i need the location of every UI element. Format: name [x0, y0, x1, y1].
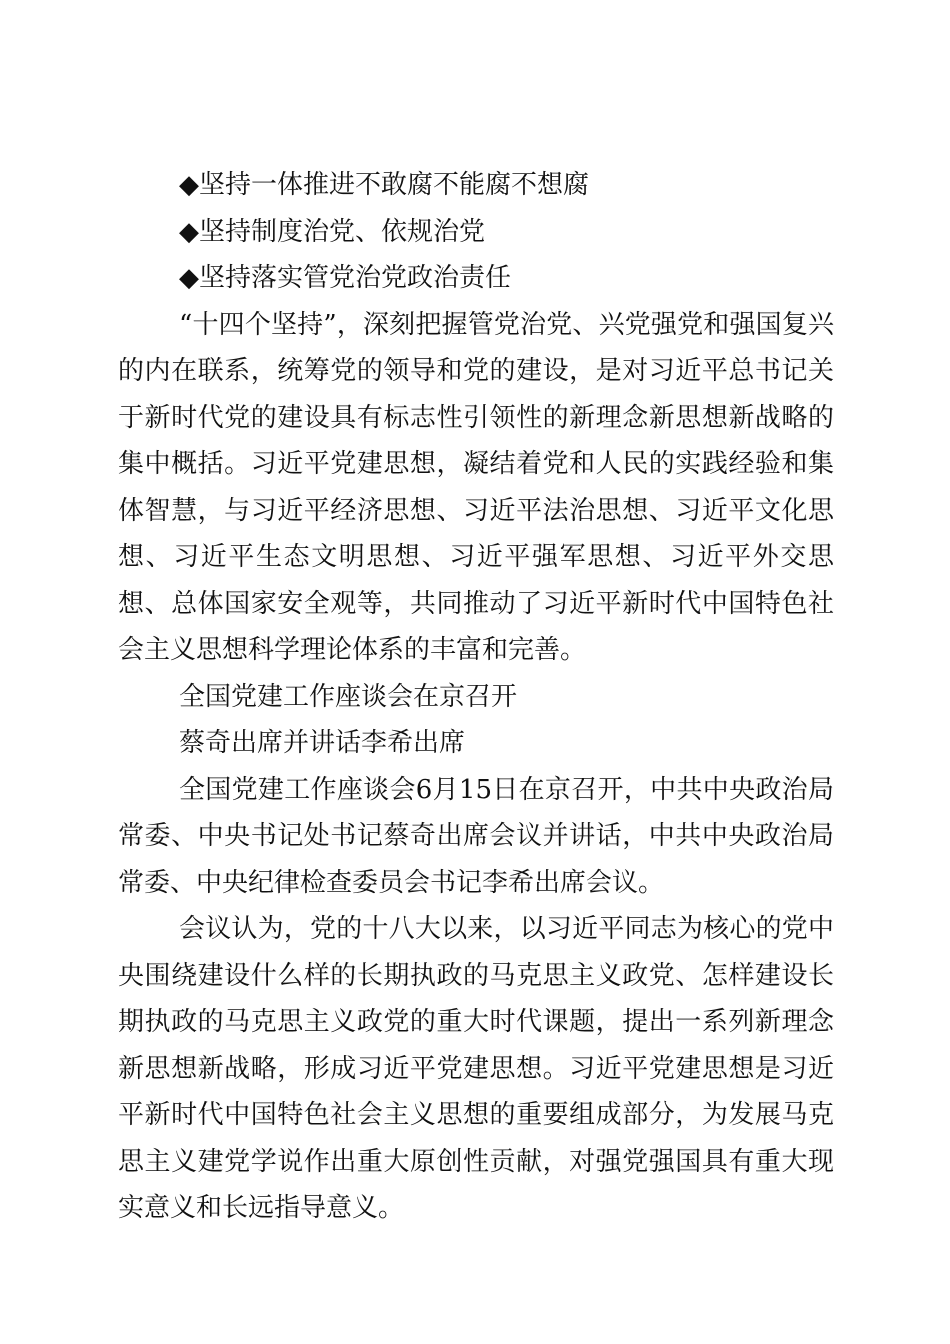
bullet-item: ◆坚持制度治党、依规治党 [179, 216, 485, 247]
bullet-item: ◆坚持落实管党治党政治责任 [179, 263, 511, 293]
news-lead-paragraph: 全国党建工作座谈会6月15日在京召开，中共中央政治局常委、中央书记处书记蔡奇出席会议并讲话，中共中央政治局常委、中央纪律检查委员会书记李希出席会议。 [118, 774, 834, 898]
bullet-item: ◆坚持一体推进不敢腐不能腐不想腐 [179, 170, 589, 200]
news-body-paragraph: 会议认为，党的十八大以来，以习近平同志为核心的党中央围绕建设什么样的长期执政的马克思主义政党、怎样建设长期执政的马克思主义政党的重大时代课题，提出一系列新理念新思想新战略，形成习近平党建思想。习近平党建思想是习近平新时代中国特色社会主义思想的重要组成部分，为发展马克思主义建党学说作出重大原创性贡献，对强党强国具有重大现实意义和长远指导意义。 [118, 914, 834, 1223]
news-subtitle: 蔡奇出席并讲话李希出席 [179, 728, 466, 758]
document-body [118, 162, 834, 1232]
news-title: 全国党建工作座谈会在京召开 [179, 681, 518, 712]
summary-paragraph: “十四个坚持”，深刻把握管党治党、兴党强党和强国复兴的内在联系，统筹党的领导和党的建设，是对习近平总书记关于新时代党的建设具有标志性引领性的新理念新思想新战略的集中概括。习近平党建思想，凝结着党和人民的实践经验和集体智慧，与习近平经济思想、习近平法治思想、习近平文化思想、习近平生态文明思想、习近平强军思想、习近平外交思想、总体国家安全观等，共同推动了习近平新时代中国特色社会主义思想科学理论体系的丰富和完善。 [118, 309, 834, 665]
